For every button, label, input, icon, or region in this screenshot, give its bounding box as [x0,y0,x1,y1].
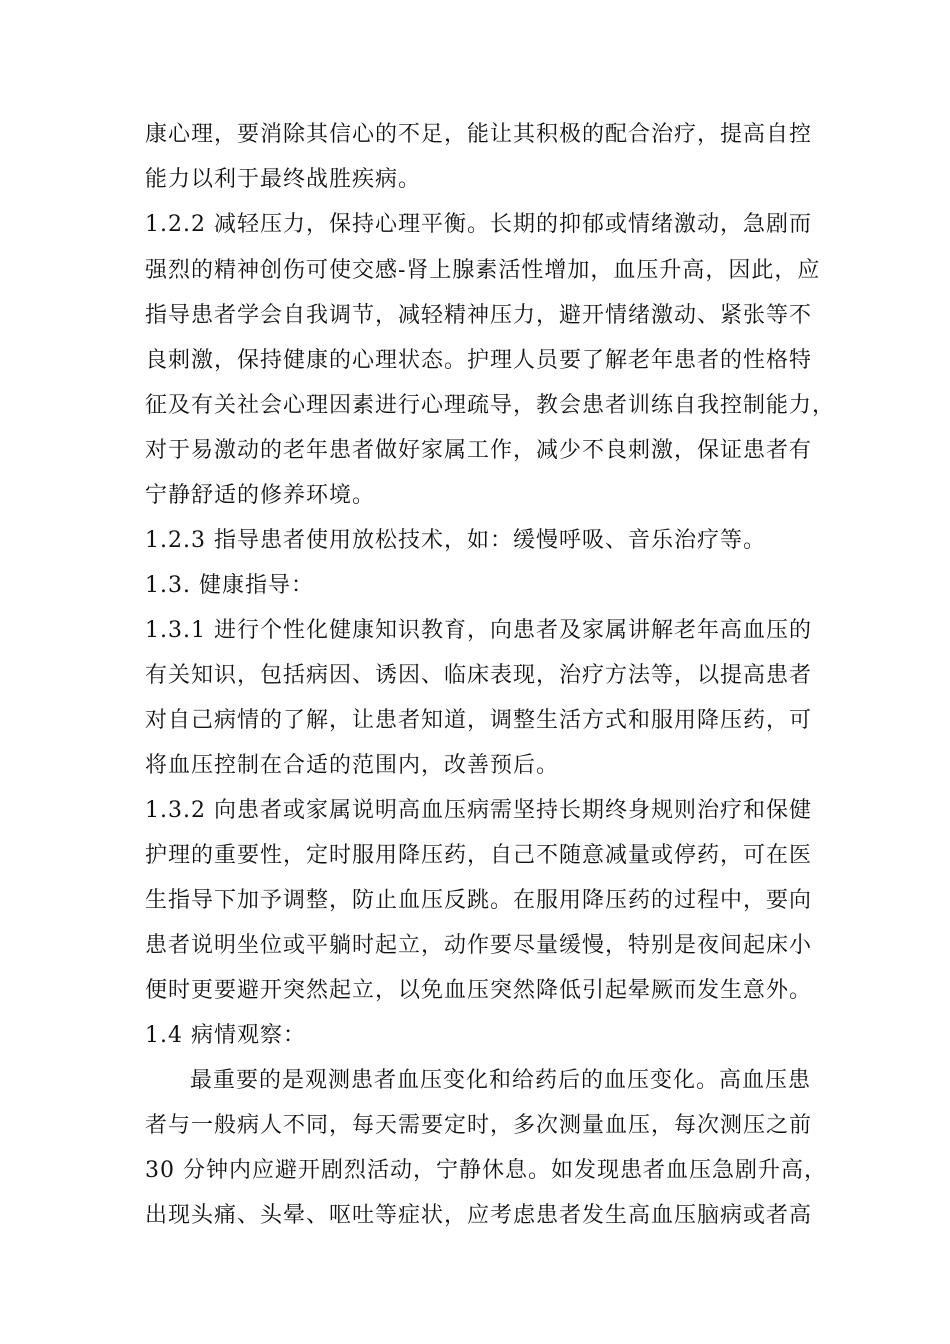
text-line: 对自己病情的了解，让患者知道，调整生活方式和服用降压药，可 [145,708,813,733]
text-line: 将血压控制在合适的范围内，改善预后。 [145,753,560,778]
text-line: 康心理，要消除其信心的不足，能让其积极的配合治疗，提高自控 [145,122,813,147]
text-line: 对于易激动的老年患者做好家属工作，减少不良刺激，保证患者有 [145,438,813,463]
text-line: 良刺激，保持健康的心理状态。护理人员要了解老年患者的性格特 [145,348,813,373]
text-line: 护理的重要性，定时服用降压药，自己不随意减量或停药，可在医 [145,843,813,868]
section-1-2-2-heading-line: 1.2.2 减轻压力，保持心理平衡。长期的抑郁或情绪激动，急剧而 [145,212,812,237]
text-line: 便时更要避开突然起立，以免血压突然降低引起晕厥而发生意外。 [145,978,813,1003]
section-1-3-1-heading-line: 1.3.1 进行个性化健康知识教育，向患者及家属讲解老年高血压的 [145,618,812,643]
text-line: 者与一般病人不同，每天需要定时，多次测量血压，每次测压之前 [145,1113,813,1138]
text-line: 宁静舒适的修养环境。 [145,483,376,508]
text-line: 患者说明坐位或平躺时起立，动作要尽量缓慢，特别是夜间起床小 [145,933,813,958]
text-line: 征及有关社会心理因素进行心理疏导，教会患者训练自我控制能力， [145,393,836,418]
text-line: 30 分钟内应避开剧烈活动，宁静休息。如发现患者血压急剧升高， [145,1158,827,1183]
text-line: 有关知识，包括病因、诱因、临床表现，治疗方法等，以提高患者 [145,663,813,688]
section-1-4-heading: 1.4 病情观察： [145,1023,306,1048]
section-1-3-2-heading-line: 1.3.2 向患者或家属说明高血压病需坚持长期终身规则治疗和保健 [145,798,812,823]
text-line: 出现头痛、头晕、呕吐等症状，应考虑患者发生高血压脑病或者高 [145,1203,813,1228]
text-line: 能力以利于最终战胜疾病。 [145,167,422,192]
text-line: 强烈的精神创伤可使交感-肾上腺素活性增加，血压升高，因此，应 [145,258,821,283]
paragraph-first-line: 最重要的是观测患者血压变化和给药后的血压变化。高血压患 [190,1068,812,1093]
text-line: 指导患者学会自我调节，减轻精神压力，避开情绪激动、紧张等不 [145,303,813,328]
section-1-3-heading: 1.3. 健康指导： [145,573,314,598]
section-1-2-3-line: 1.2.3 指导患者使用放松技术，如：缓慢呼吸、音乐治疗等。 [145,528,766,553]
text-line: 生指导下加予调整，防止血压反跳。在服用降压药的过程中，要向 [145,888,813,913]
